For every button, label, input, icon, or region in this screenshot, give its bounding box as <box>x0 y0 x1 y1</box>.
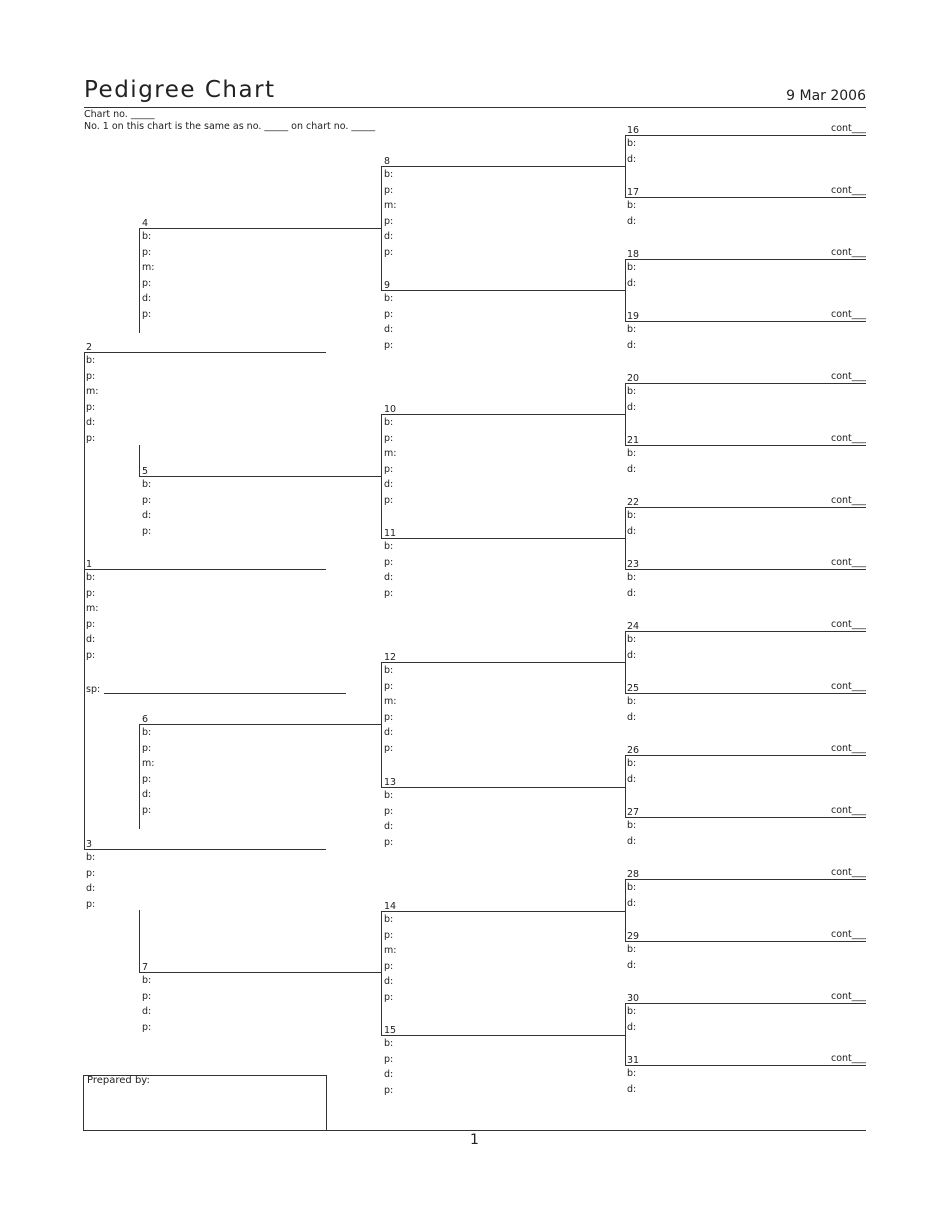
connector-gen4-8 <box>625 1003 626 1065</box>
person-18-field[interactable]: b: <box>627 262 637 273</box>
connector-gen4-5 <box>625 631 626 693</box>
continuation-30[interactable]: cont___ <box>830 991 866 1002</box>
person-22-number: 22 <box>627 497 640 508</box>
person-5-field[interactable]: p: <box>142 494 152 506</box>
connector-2-3 <box>84 352 85 849</box>
person-13-field[interactable]: p: <box>384 805 394 817</box>
person-2-name-line <box>84 352 326 353</box>
person-30-name-line <box>625 1003 866 1004</box>
person-10-field[interactable]: p: <box>384 463 394 475</box>
person-14-field[interactable]: p: <box>384 960 394 972</box>
person-11-name-line <box>381 538 625 539</box>
person-18-name-line <box>625 259 866 260</box>
person-1-field[interactable]: p: <box>86 618 96 630</box>
person-15-field[interactable]: p: <box>384 1084 394 1096</box>
person-21-field[interactable]: b: <box>627 448 637 459</box>
continuation-21[interactable]: cont___ <box>830 433 866 444</box>
person-27-name-line <box>625 817 866 818</box>
person-26-field[interactable]: d: <box>627 773 637 785</box>
person-19-number: 19 <box>627 311 640 322</box>
page-title: Pedigree Chart <box>84 77 276 103</box>
person-25-field[interactable]: b: <box>627 696 637 707</box>
person-15-field[interactable]: p: <box>384 1053 394 1065</box>
person-7-name-line <box>139 972 381 973</box>
continuation-19[interactable]: cont___ <box>830 309 866 320</box>
person-7-field[interactable]: d: <box>142 1006 152 1018</box>
person-19-field[interactable]: b: <box>627 324 637 335</box>
person-19-name-line <box>625 321 866 322</box>
person-10-field[interactable]: p: <box>384 432 394 444</box>
person-6-field[interactable]: p: <box>142 805 152 816</box>
connector-gen3-1 <box>381 166 382 290</box>
person-12-field[interactable]: m: <box>384 696 397 708</box>
person-24-number: 24 <box>627 621 640 632</box>
person-4-field[interactable]: p: <box>142 277 152 289</box>
person-8-field[interactable]: p: <box>384 184 394 196</box>
person-15-number: 15 <box>384 1025 397 1036</box>
person-10-field[interactable]: m: <box>384 448 397 460</box>
person-8-number: 8 <box>384 156 391 167</box>
person-26-name-line <box>625 755 866 756</box>
person-16-field[interactable]: b: <box>627 138 637 149</box>
person-6-field[interactable]: b: <box>142 727 152 738</box>
connector-gen3-4 <box>381 911 382 1035</box>
person-2-field[interactable]: p: <box>86 433 96 444</box>
person-12-number: 12 <box>384 652 397 663</box>
connector-gen4-4 <box>625 507 626 569</box>
person-24-field[interactable]: d: <box>627 649 637 661</box>
person-2-field[interactable]: d: <box>86 417 96 429</box>
person-12-field[interactable]: p: <box>384 711 394 723</box>
person-14-field[interactable]: d: <box>384 976 394 988</box>
person-18-field[interactable]: d: <box>627 277 637 289</box>
person-1-field[interactable]: p: <box>86 587 96 599</box>
person-26-field[interactable]: b: <box>627 758 637 769</box>
person-10-number: 10 <box>384 404 397 415</box>
person-15-field[interactable]: b: <box>384 1038 394 1049</box>
person-12-name-line <box>381 662 625 663</box>
person-9-number: 9 <box>384 280 391 291</box>
person-13-name-line <box>381 787 625 788</box>
person-14-field[interactable]: m: <box>384 945 397 957</box>
person-1-field[interactable]: b: <box>86 572 96 583</box>
person-2-field[interactable]: p: <box>86 401 96 413</box>
person-25-number: 25 <box>627 683 640 694</box>
person-29-field[interactable]: b: <box>627 944 637 955</box>
same-as-line: No. 1 on this chart is the same as no. _____ on chart no. _____ <box>84 121 376 132</box>
person-4-name-line <box>139 228 381 229</box>
person-2-field[interactable]: m: <box>86 386 99 398</box>
person-3-field[interactable]: b: <box>86 852 96 863</box>
person-11-number: 11 <box>384 528 397 539</box>
person-5-field[interactable]: b: <box>142 479 152 490</box>
person-27-field[interactable]: d: <box>627 835 637 847</box>
person-8-name-line <box>381 166 625 167</box>
person-4-field[interactable]: p: <box>142 246 152 258</box>
person-7-field[interactable]: b: <box>142 975 152 986</box>
person-4-field[interactable]: b: <box>142 231 152 242</box>
person-1-field[interactable]: p: <box>86 650 96 661</box>
person-11-field[interactable]: b: <box>384 541 394 552</box>
person-12-field[interactable]: d: <box>384 727 394 739</box>
person-9-name-line <box>381 290 625 291</box>
connector-4 <box>139 228 140 333</box>
continuation-23[interactable]: cont___ <box>830 557 866 568</box>
person-28-field[interactable]: d: <box>627 897 637 909</box>
continuation-20[interactable]: cont___ <box>830 371 866 382</box>
continuation-31[interactable]: cont___ <box>830 1053 866 1064</box>
person-3-number: 3 <box>86 839 93 850</box>
person-3-name-line <box>84 849 326 850</box>
person-14-field[interactable]: p: <box>384 992 394 1003</box>
connector-gen4-6 <box>625 755 626 817</box>
person-28-name-line <box>625 879 866 880</box>
person-1-field[interactable]: m: <box>86 603 99 615</box>
person-14-field[interactable]: p: <box>384 929 394 941</box>
person-1-field[interactable]: d: <box>86 634 96 646</box>
spouse-label: sp: <box>86 684 101 695</box>
person-27-field[interactable]: b: <box>627 820 637 831</box>
person-9-field[interactable]: b: <box>384 293 394 304</box>
continuation-28[interactable]: cont___ <box>830 867 866 878</box>
person-6-field[interactable]: d: <box>142 789 152 801</box>
person-10-field[interactable]: p: <box>384 495 394 506</box>
continuation-16[interactable]: cont___ <box>830 123 866 134</box>
person-2-number: 2 <box>86 342 93 353</box>
continuation-22[interactable]: cont___ <box>830 495 866 506</box>
person-4-number: 4 <box>142 218 149 229</box>
person-14-name-line <box>381 911 625 912</box>
person-22-name-line <box>625 507 866 508</box>
person-27-number: 27 <box>627 807 640 818</box>
person-9-field[interactable]: d: <box>384 324 394 336</box>
person-11-field[interactable]: d: <box>384 572 394 584</box>
person-31-field[interactable]: d: <box>627 1083 637 1095</box>
person-6-field[interactable]: p: <box>142 773 152 785</box>
person-15-name-line <box>381 1035 625 1036</box>
person-9-field[interactable]: p: <box>384 308 394 320</box>
person-20-number: 20 <box>627 373 640 384</box>
person-5-number: 5 <box>142 466 149 477</box>
person-17-name-line <box>625 197 866 198</box>
person-23-field[interactable]: d: <box>627 587 637 599</box>
person-8-field[interactable]: b: <box>384 169 394 180</box>
person-7-field[interactable]: p: <box>142 990 152 1002</box>
person-17-number: 17 <box>627 187 640 198</box>
person-26-number: 26 <box>627 745 640 756</box>
person-25-field[interactable]: d: <box>627 711 637 723</box>
person-13-field[interactable]: p: <box>384 836 394 848</box>
page-number: 1 <box>470 1132 479 1148</box>
person-10-name-line <box>381 414 625 415</box>
connector-5 <box>139 445 140 476</box>
person-16-name-line <box>625 135 866 136</box>
person-13-field[interactable]: d: <box>384 821 394 833</box>
person-23-name-line <box>625 569 866 570</box>
chart-number-line: Chart no. _____ <box>84 109 155 120</box>
connector-6 <box>139 724 140 829</box>
person-3-field[interactable]: d: <box>86 883 96 895</box>
person-28-field[interactable]: b: <box>627 882 637 893</box>
prepared-by-label: Prepared by: <box>87 1075 150 1086</box>
person-8-field[interactable]: p: <box>384 215 394 227</box>
person-29-number: 29 <box>627 931 640 942</box>
person-18-number: 18 <box>627 249 640 260</box>
continuation-24[interactable]: cont___ <box>830 619 866 630</box>
person-6-field[interactable]: m: <box>142 758 155 770</box>
person-16-field[interactable]: d: <box>627 153 637 165</box>
continuation-26[interactable]: cont___ <box>830 743 866 754</box>
person-11-field[interactable]: p: <box>384 587 394 599</box>
person-25-name-line <box>625 693 866 694</box>
connector-gen4-3 <box>625 383 626 445</box>
person-10-field[interactable]: d: <box>384 479 394 491</box>
spouse-name-line <box>104 693 346 694</box>
person-21-number: 21 <box>627 435 640 446</box>
person-30-field[interactable]: b: <box>627 1006 637 1017</box>
person-14-number: 14 <box>384 901 397 912</box>
person-10-field[interactable]: b: <box>384 417 394 428</box>
person-31-number: 31 <box>627 1055 640 1066</box>
continuation-17[interactable]: cont___ <box>830 185 866 196</box>
person-6-number: 6 <box>142 714 149 725</box>
person-29-name-line <box>625 941 866 942</box>
connector-gen3-2 <box>381 414 382 538</box>
person-6-name-line <box>139 724 381 725</box>
person-5-field[interactable]: p: <box>142 525 152 537</box>
person-24-name-line <box>625 631 866 632</box>
person-24-field[interactable]: b: <box>627 634 637 645</box>
person-30-field[interactable]: d: <box>627 1021 637 1033</box>
person-13-number: 13 <box>384 777 397 788</box>
person-1-name-line <box>84 569 326 570</box>
person-23-number: 23 <box>627 559 640 570</box>
person-6-field[interactable]: p: <box>142 742 152 754</box>
person-15-field[interactable]: d: <box>384 1069 394 1081</box>
person-20-field[interactable]: d: <box>627 401 637 413</box>
person-1-number: 1 <box>86 559 93 570</box>
person-21-name-line <box>625 445 866 446</box>
connector-gen4-7 <box>625 879 626 941</box>
person-7-field[interactable]: p: <box>142 1021 152 1033</box>
person-31-field[interactable]: b: <box>627 1068 637 1079</box>
person-23-field[interactable]: b: <box>627 572 637 583</box>
person-19-field[interactable]: d: <box>627 339 637 351</box>
person-3-field[interactable]: p: <box>86 867 96 879</box>
person-8-field[interactable]: m: <box>384 200 397 212</box>
person-22-field[interactable]: d: <box>627 525 637 537</box>
person-20-name-line <box>625 383 866 384</box>
footer-rule <box>326 1130 866 1131</box>
person-3-field[interactable]: p: <box>86 898 96 910</box>
person-4-field[interactable]: d: <box>142 293 152 305</box>
person-9-field[interactable]: p: <box>384 339 394 351</box>
person-4-field[interactable]: p: <box>142 309 152 320</box>
continuation-18[interactable]: cont___ <box>830 247 866 258</box>
connector-gen4-2 <box>625 259 626 321</box>
person-30-number: 30 <box>627 993 640 1004</box>
chart-date: 9 Mar 2006 <box>786 88 866 104</box>
person-5-name-line <box>139 476 381 477</box>
person-22-field[interactable]: b: <box>627 510 637 521</box>
person-2-field[interactable]: b: <box>86 355 96 366</box>
person-12-field[interactable]: p: <box>384 680 394 692</box>
person-29-field[interactable]: d: <box>627 959 637 971</box>
connector-gen4-1 <box>625 135 626 197</box>
person-2-field[interactable]: p: <box>86 370 96 382</box>
person-8-field[interactable]: p: <box>384 247 394 258</box>
person-17-field[interactable]: b: <box>627 200 637 211</box>
person-28-number: 28 <box>627 869 640 880</box>
connector-7 <box>139 910 140 972</box>
person-7-number: 7 <box>142 962 149 973</box>
person-16-number: 16 <box>627 125 640 136</box>
person-31-name-line <box>625 1065 866 1066</box>
person-14-field[interactable]: b: <box>384 914 394 925</box>
person-8-field[interactable]: d: <box>384 231 394 243</box>
person-21-field[interactable]: d: <box>627 463 637 475</box>
person-5-field[interactable]: d: <box>142 510 152 522</box>
person-12-field[interactable]: p: <box>384 743 394 754</box>
person-11-field[interactable]: p: <box>384 556 394 568</box>
person-4-field[interactable]: m: <box>142 262 155 274</box>
continuation-25[interactable]: cont___ <box>830 681 866 692</box>
continuation-27[interactable]: cont___ <box>830 805 866 816</box>
person-17-field[interactable]: d: <box>627 215 637 227</box>
person-12-field[interactable]: b: <box>384 665 394 676</box>
continuation-29[interactable]: cont___ <box>830 929 866 940</box>
header-rule <box>84 107 866 108</box>
person-20-field[interactable]: b: <box>627 386 637 397</box>
person-13-field[interactable]: b: <box>384 790 394 801</box>
connector-gen3-3 <box>381 662 382 787</box>
